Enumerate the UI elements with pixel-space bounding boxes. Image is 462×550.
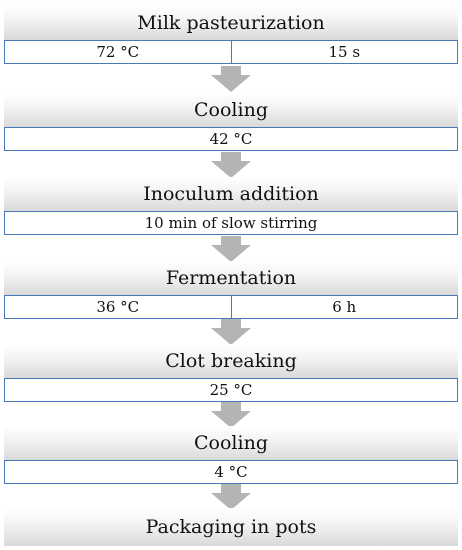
step-details [4,127,458,151]
step-detail-temperature: 72 °C [96,43,140,61]
step-details [4,378,458,402]
step-detail-duration: 15 s [231,41,458,63]
down-arrow-icon [211,402,251,428]
step-fermentation [4,261,458,319]
down-arrow-icon [211,484,251,510]
step-details [4,40,458,64]
down-arrow-icon [211,236,251,262]
step-title: Packaging in pots [4,508,458,546]
step-details [4,295,458,319]
down-arrow-icon [211,66,251,92]
step-clot-breaking [4,344,458,402]
step-details [4,211,458,235]
step-title: Milk pasteurization [4,6,458,40]
step-title: Clot breaking [4,344,458,378]
step-cooling-2 [4,426,458,484]
step-details [4,460,458,484]
step-cooling-1 [4,93,458,151]
step-detail-temperature: 25 °C [209,381,253,399]
step-title: Cooling [4,426,458,460]
step-detail-stirring: 10 min of slow stirring [144,214,318,232]
step-title: Cooling [4,93,458,127]
step-detail-duration: 6 h [231,296,458,318]
down-arrow-icon [211,152,251,178]
down-arrow-icon [211,319,251,345]
step-milk-pasteurization [4,6,458,64]
step-detail-temperature: 36 °C [96,298,140,316]
step-detail-temperature: 4 °C [214,463,248,481]
step-detail-temperature: 42 °C [209,130,253,148]
step-title: Inoculum addition [4,177,458,211]
step-packaging-in-pots [4,508,458,546]
step-inoculum-addition [4,177,458,235]
step-title: Fermentation [4,261,458,295]
